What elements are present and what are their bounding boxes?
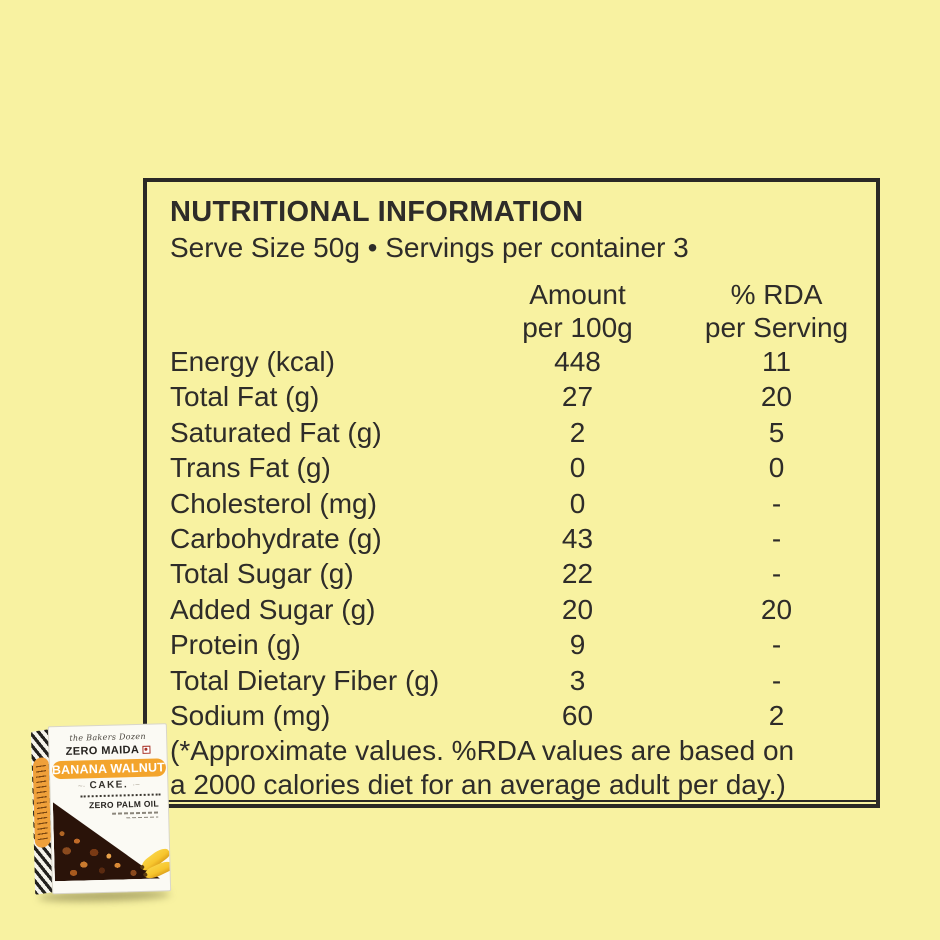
nutrient-row <box>170 344 858 379</box>
rda-per-serving: 2 <box>768 700 785 732</box>
product-box-front <box>48 723 171 894</box>
amount-per-100g: 20 <box>561 593 594 625</box>
amount-per-100g: 27 <box>561 381 594 413</box>
brand-logo: the Bakers Dozen <box>69 731 146 743</box>
nutrient-name: Total Dietary Fiber (g) <box>170 664 440 696</box>
nutrient-row <box>170 698 858 733</box>
bananas-illustration <box>133 843 170 878</box>
dotted-divider <box>81 793 161 797</box>
nutrient-row <box>170 486 858 521</box>
claim-zero-palm-oil: ZERO PALM OIL <box>88 798 160 811</box>
nutrient-name: Trans Fat (g) <box>170 452 331 484</box>
nutrient-row <box>170 592 858 627</box>
nutrient-name: Added Sugar (g) <box>170 593 376 625</box>
product-type-label: CAKE. <box>89 779 129 792</box>
nutrient-name: Carbohydrate (g) <box>170 523 382 555</box>
rda-per-serving: 5 <box>768 416 785 448</box>
amount-per-100g: 60 <box>561 700 594 732</box>
nutrient-name: Total Fat (g) <box>170 381 320 413</box>
amount-per-100g: 3 <box>569 664 586 696</box>
amount-per-100g: 2 <box>569 416 586 448</box>
nutrition-label-panel <box>143 178 880 808</box>
rda-per-serving: 20 <box>760 593 793 625</box>
nutrient-row <box>170 627 858 662</box>
rda-per-serving: - <box>771 523 782 555</box>
header-rda-line2: per Serving <box>704 312 849 343</box>
nutrient-name: Energy (kcal) <box>170 346 335 377</box>
product-type <box>50 778 167 792</box>
amount-per-100g: 22 <box>561 558 594 590</box>
rda-per-serving: - <box>771 629 782 661</box>
label-title: NUTRITIONAL INFORMATION <box>170 196 584 228</box>
amount-per-100g: 448 <box>554 346 601 377</box>
header-amount-line1: Amount <box>529 279 626 310</box>
header-spacer <box>170 278 460 344</box>
footnote <box>170 734 858 802</box>
product-box <box>28 718 175 900</box>
nutrient-row <box>170 521 858 556</box>
header-amount <box>460 278 695 344</box>
flourish-right-icon: ·~ <box>132 779 140 790</box>
zero-maida-label: ZERO MAIDA <box>65 743 140 758</box>
amount-per-100g: 9 <box>569 629 586 661</box>
rda-per-serving: - <box>771 664 782 696</box>
nutrient-row <box>170 556 858 591</box>
rda-per-serving: 11 <box>761 346 792 377</box>
amount-per-100g: 43 <box>561 523 594 555</box>
product-name-badge: BANANA WALNUT <box>51 758 165 779</box>
nutrient-row <box>170 379 858 414</box>
serving-info: Serve Size 50g • Servings per container 3 <box>170 232 689 263</box>
script-tagline-line2 <box>126 816 158 818</box>
claim-zero-maida <box>49 743 166 758</box>
nutrient-name: Protein (g) <box>170 629 301 661</box>
nutrient-name: Sodium (mg) <box>170 700 331 732</box>
nutrient-name: Saturated Fat (g) <box>170 416 382 448</box>
footnote-line1: (*Approximate values. %RDA values are based on <box>170 735 795 767</box>
rda-per-serving: 0 <box>768 452 785 484</box>
rda-per-serving: 20 <box>760 381 793 413</box>
amount-per-100g: 0 <box>569 452 586 484</box>
flourish-left-icon: ~· <box>77 781 86 791</box>
footnote-line2: a 2000 calories diet for an average adult per day.) <box>170 769 786 801</box>
amount-per-100g: 0 <box>569 487 586 519</box>
nutrient-row <box>170 415 858 450</box>
rda-per-serving: - <box>771 558 782 590</box>
rda-per-serving: - <box>771 487 782 519</box>
nutrient-row <box>170 450 858 485</box>
header-rda <box>695 278 858 344</box>
nutrient-row <box>170 663 858 698</box>
bottom-rule-divider <box>147 800 876 802</box>
nutrient-table <box>170 344 858 733</box>
nutrient-name: Total Sugar (g) <box>170 558 354 590</box>
header-rda-line1: % RDA <box>730 279 823 310</box>
nutrient-name: Cholesterol (mg) <box>170 487 377 519</box>
nonveg-mark-icon <box>142 746 150 754</box>
header-amount-line2: per 100g <box>522 312 633 343</box>
table-header <box>170 278 858 344</box>
script-tagline-line1 <box>112 812 158 815</box>
